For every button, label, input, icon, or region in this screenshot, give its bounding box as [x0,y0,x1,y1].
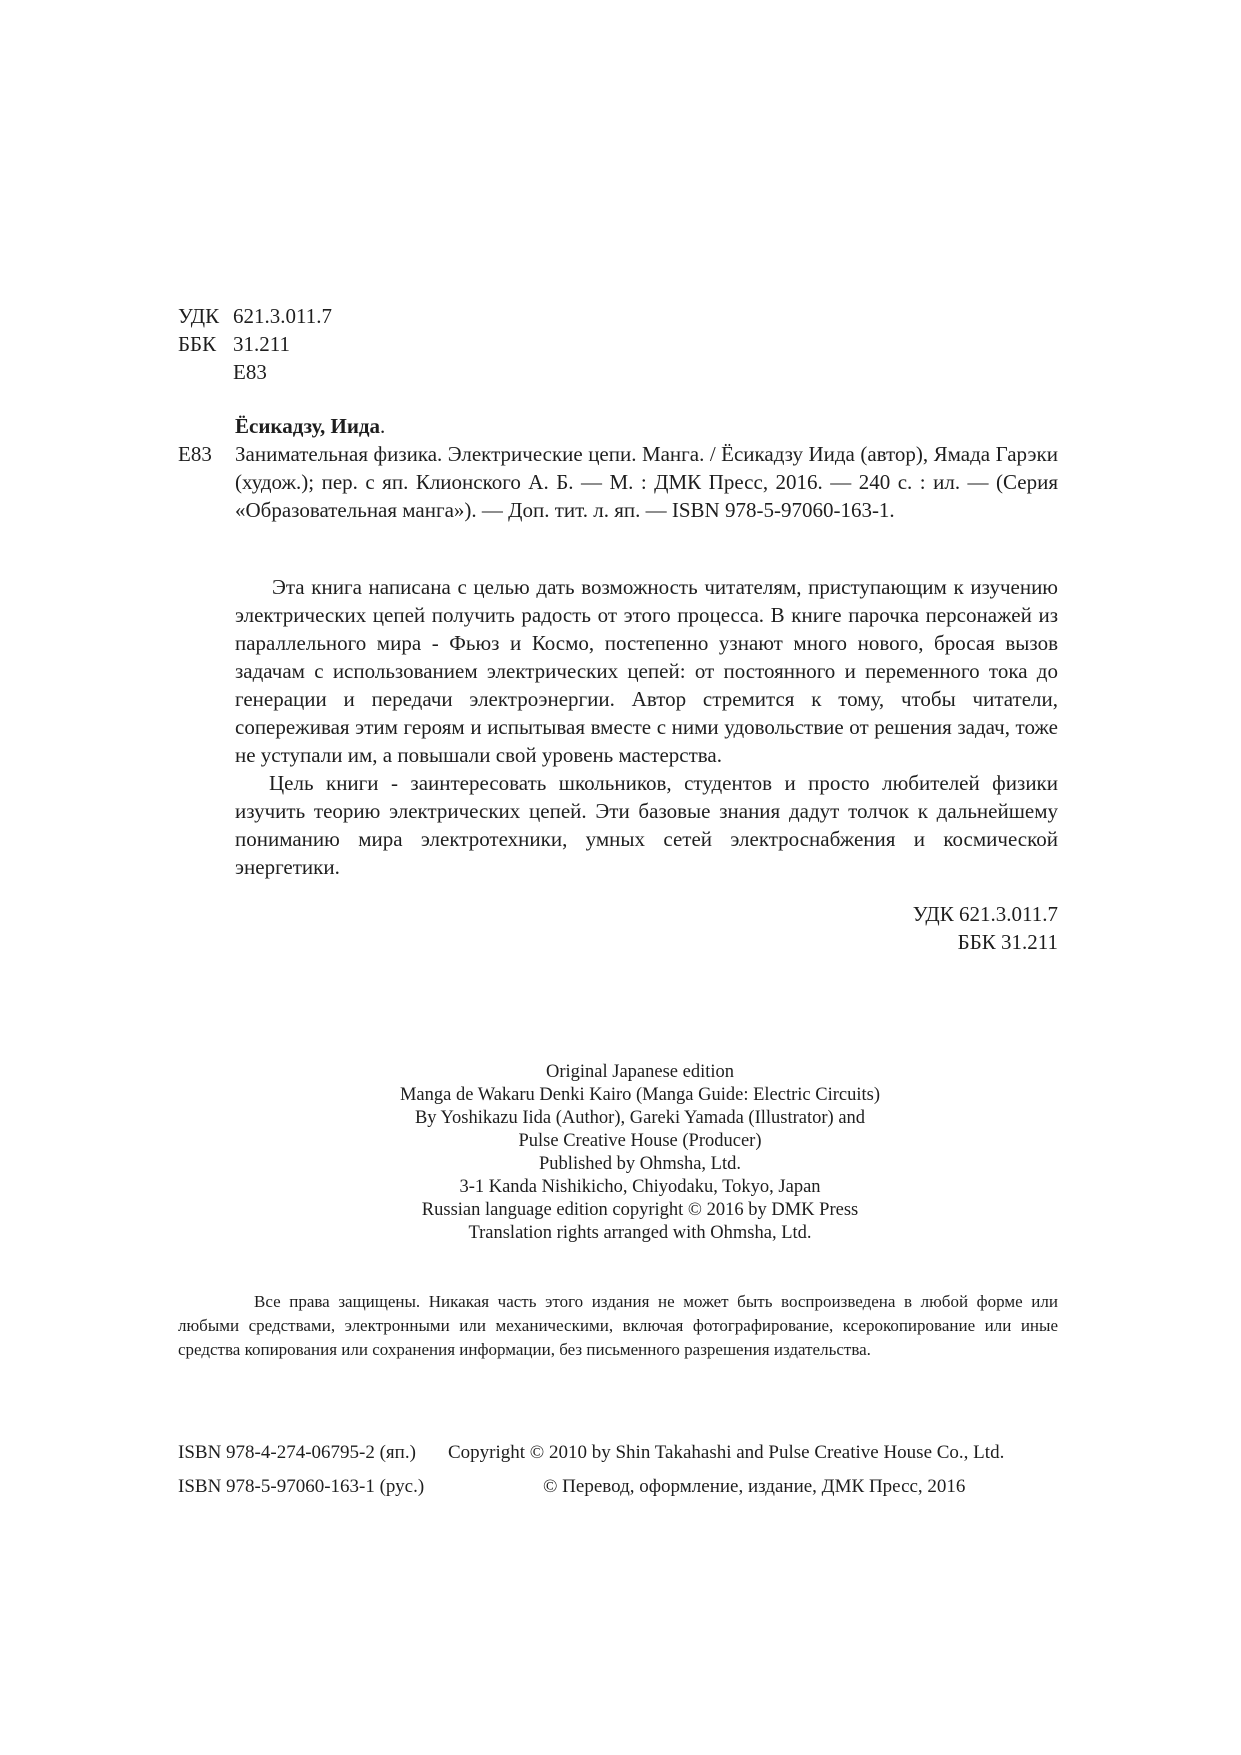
isbn-japanese: ISBN 978-4-274-06795-2 (яп.) [178,1442,416,1463]
original-edition-line: 3-1 Kanda Nishikicho, Chiyodaku, Tokyo, Japan [459,1177,821,1197]
classification-block [178,302,332,386]
author-mark-row [178,358,332,386]
bib-author: Ёсикадзу, Иида [235,414,381,438]
right-classification-codes [913,900,1058,956]
bbk-row [178,330,332,358]
rights-notice-text: Все права защищены. Никакая часть этого издания не может быть воспроизведена в любой форме или любыми средствами, электронными или механическими, включая фотографирование, ксерокопирование или иные средства копирования или сохранения информации, без письменного разрешения издательства. [178,1292,1058,1359]
original-edition-line: Manga de Wakaru Denki Kairo (Manga Guide: Electric Circuits) [399,1085,881,1105]
isbn-row-japanese [178,1436,1078,1470]
original-edition-block [300,1061,980,1245]
udk-row [178,302,332,330]
isbn-row-russian [178,1470,1078,1504]
original-edition-line: Translation rights arranged with Ohmsha, Ltd. [468,1223,812,1243]
bib-code: Е83 [178,442,212,466]
bibliographic-entry [178,412,1058,524]
copyright-translation: © Перевод, оформление, издание, ДМК Пресс, 2016 [543,1476,966,1497]
original-edition-line: Russian language edition copyright © 2016 by DMK Press [421,1200,859,1220]
bib-description: Занимательная физика. Электрические цепи. Манга. / Ёсикадзу Иида (автор), Ямада Гарэки (худож.); пер. с яп. Клионского А. Б. — М. : ДМК Пресс, 2016. — 240 с. : ил. — (Серия «Образовательная манга»). — Доп. тит. л. яп. — ISBN 978-5-97060-163-1. [235,442,1058,522]
bib-author-suffix: . [380,414,386,438]
annotation [235,573,1058,881]
author-mark: Е83 [233,360,267,384]
annotation-paragraph-2: Цель книги - заинтересовать школьников, студентов и просто любителей физики изучить теорию электрических цепей. Эти базовые знания дадут толчок к дальнейшему пониманию мира электротехники, умных сетей электроснабжения и космической энергетики. [235,771,1058,879]
bbk-label: ББК [178,332,217,356]
udk-label: УДК [178,304,220,328]
original-edition-line: Published by Ohmsha, Ltd. [539,1154,741,1174]
bib-description-block [178,440,1058,524]
bib-author-line [178,412,1058,440]
copyright-original: Copyright © 2010 by Shin Takahashi and Pulse Creative House Co., Ltd. [448,1442,1005,1463]
original-edition-line: By Yoshikazu Iida (Author), Gareki Yamada (Illustrator) and [414,1108,866,1128]
right-bbk: ББК 31.211 [957,930,1058,954]
right-udk: УДК 621.3.011.7 [912,902,1058,926]
udk-value: 621.3.011.7 [233,304,332,328]
isbn-block [178,1436,1078,1504]
rights-notice [178,1290,1058,1362]
bbk-value: 31.211 [233,332,290,356]
annotation-paragraph-1: Эта книга написана с целью дать возможность читателям, приступающим к изучению электрических цепей получить радость от этого процесса. В книге парочка персонажей из параллельного мира - Фьюз и Космо, постепенно узнают много нового, бросая вызов задачам с использованием электрических цепей: от постоянного и переменного тока до генерации и передачи электроэнергии. Автор стремится к тому, чтобы читатели, сопереживая этим героям и испытывая вместе с ними удовольствие от решения задач, тоже не уступали им, а повышали свой уровень мастерства. [235,575,1058,767]
original-edition-line: Pulse Creative House (Producer) [518,1131,762,1151]
isbn-russian: ISBN 978-5-97060-163-1 (рус.) [178,1476,425,1497]
original-edition-line: Original Japanese edition [545,1062,735,1082]
